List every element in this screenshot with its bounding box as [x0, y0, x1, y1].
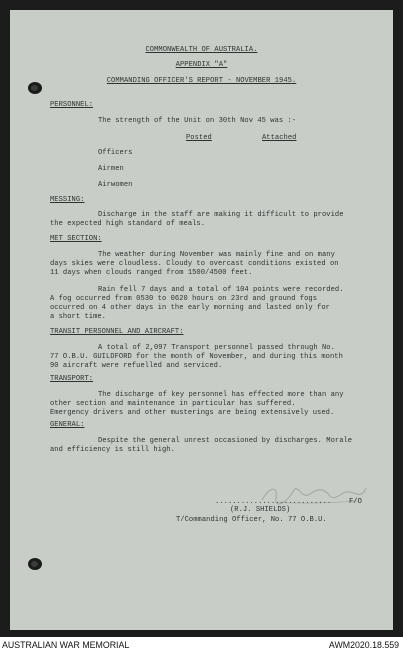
met-para2-line-3: occurred on 4 other days in the early morning and lasted only for: [50, 304, 330, 312]
row-airmen: Airmen: [98, 165, 124, 173]
row-airwomen: Airwomen: [98, 181, 133, 189]
messing-line-1: Discharge in the staff are making it difficult to provide: [98, 211, 344, 219]
met-para2-line-2: A fog occurred from 0530 to 0620 hours on 23rd and ground fogs: [50, 295, 318, 303]
met-para1-line-1: The weather during November was mainly fine and on many: [98, 251, 335, 259]
met-para1-line-3: 11 days when clouds ranged from 1500/4500 feet.: [50, 269, 253, 277]
document-title: COMMONWEALTH OF AUSTRALIA.: [145, 46, 258, 54]
transport-line-1: The discharge of key personnel has effected more than any: [98, 391, 344, 399]
transport-heading: TRANSPORT:: [50, 375, 94, 383]
messing-line-2: the expected high standard of meals.: [50, 220, 206, 228]
footer-bar: [0, 637, 403, 653]
transit-line-3: 90 aircraft were refuelled and serviced.: [50, 362, 223, 370]
met-para2-line-4: a short time.: [50, 313, 106, 321]
transit-heading: TRANSIT PERSONNEL AND AIRCRAFT:: [50, 328, 184, 336]
transport-line-3: Emergency drivers and other musterings are being extensively used.: [50, 409, 335, 417]
met-para2-line-1: Rain fell 7 days and a total of 104 points were recorded.: [98, 286, 344, 294]
punch-hole-bottom: [28, 558, 42, 570]
general-line-1: Despite the general unrest occasioned by discharges. Morale: [98, 437, 353, 445]
transit-line-2: 77 O.B.U. GUILDFORD for the month of November, and during this month: [50, 353, 343, 361]
report-title: COMMANDING OFFICER'S REPORT - NOVEMBER 1945.: [106, 77, 297, 85]
transport-line-2: other section and maintenance in particular has suffered.: [50, 400, 296, 408]
column-attached: Attached: [262, 134, 297, 142]
messing-heading: MESSING:: [50, 196, 85, 204]
column-posted: Posted: [186, 134, 212, 142]
footer-accession-number: AWM2020.18.559: [328, 640, 399, 650]
row-officers: Officers: [98, 149, 133, 157]
appendix-label: APPENDIX "A": [175, 61, 228, 69]
personnel-text: The strength of the Unit on 30th Nov 45 was :-: [98, 117, 297, 125]
general-line-2: and efficiency is still high.: [50, 446, 175, 454]
document-page: [10, 10, 393, 630]
signature-dots: ...........................: [215, 498, 332, 506]
general-heading: GENERAL:: [50, 421, 85, 429]
met-heading: MET SECTION:: [50, 235, 102, 243]
personnel-heading: PERSONNEL:: [50, 101, 94, 109]
signature-name: (R.J. SHIELDS): [230, 506, 291, 514]
signature-title: T/Commanding Officer, No. 77 O.B.U.: [176, 516, 327, 524]
transit-line-1: A total of 2,097 Transport personnel passed through No.: [98, 344, 335, 352]
footer-institution: AUSTRALIAN WAR MEMORIAL: [2, 640, 130, 650]
met-para1-line-2: days skies were cloudless. Cloudy to overcast conditions existed on: [50, 260, 339, 268]
signature-rank: F/O: [349, 498, 362, 506]
